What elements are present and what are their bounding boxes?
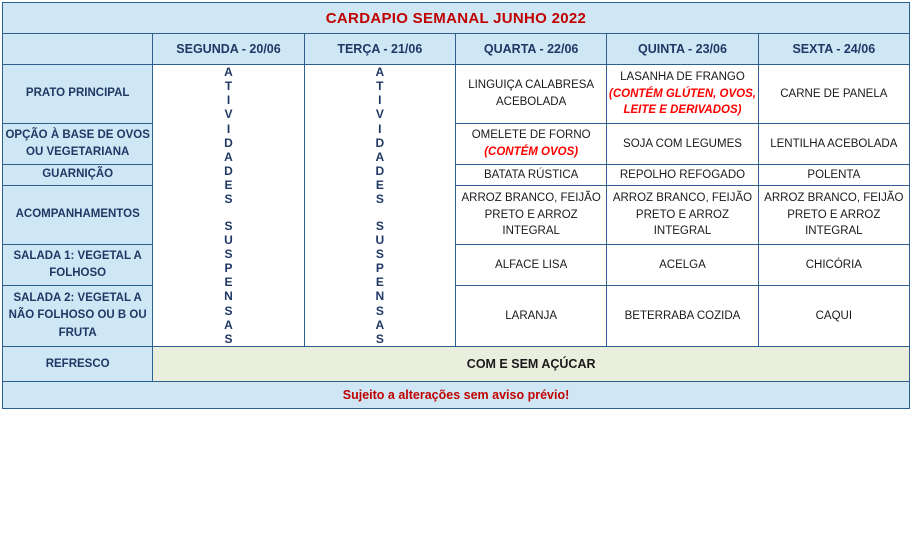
meal-text: BETERRABA COZIDA: [624, 309, 741, 322]
day-header-thursday: QUINTA - 23/06: [607, 34, 758, 65]
weekly-menu-table: [2, 2, 910, 409]
table-row: [3, 285, 910, 346]
footer-row: [3, 381, 910, 408]
title-row: [3, 3, 910, 34]
meal-cell: [455, 285, 606, 346]
drink-row: [3, 346, 910, 381]
meal-text: ARROZ BRANCO, FEIJÃO PRETO E ARROZ INTEGRAL: [461, 191, 601, 238]
meal-text: SOJA COM LEGUMES: [623, 137, 742, 150]
closed-notice-gap: [153, 207, 303, 219]
closed-notice-word-atividades: A T I V I D A D E S: [375, 65, 385, 207]
closed-notice-gap: [305, 207, 455, 219]
meal-text: ACELGA: [659, 258, 706, 271]
meal-text: CARNE DE PANELA: [780, 87, 888, 100]
meal-cell: [455, 186, 606, 245]
allergen-note: (CONTÉM OVOS): [484, 145, 579, 158]
meal-cell: [455, 65, 606, 124]
meal-text: REPOLHO REFOGADO: [619, 168, 746, 181]
corner-cell: [3, 34, 153, 65]
meal-text: ALFACE LISA: [495, 258, 568, 271]
row-label-guarnicao: GUARNIÇÃO: [3, 164, 153, 185]
meal-cell: [455, 123, 606, 164]
row-label-refresco: REFRESCO: [3, 346, 153, 381]
day-header-friday: SEXTA - 24/06: [758, 34, 909, 65]
meal-text: LENTILHA ACEBOLADA: [770, 137, 898, 150]
meal-text: CAQUI: [815, 309, 853, 322]
closed-notice-word-atividades: A T I V I D A D E S: [224, 65, 233, 207]
page-title: CARDAPIO SEMANAL JUNHO 2022: [3, 3, 910, 34]
row-label-opcao-ovos-vegetariana: OPÇÃO À BASE DE OVOS OU VEGETARIANA: [3, 123, 153, 164]
allergen-note: (CONTÉM GLÚTEN, OVOS, LEITE E DERIVADOS): [609, 87, 756, 117]
meal-cell: [607, 123, 758, 164]
row-label-salada-2: SALADA 2: VEGETAL A NÃO FOLHOSO OU B OU FRUTA: [3, 285, 153, 346]
meal-text: LASANHA DE FRANGO: [620, 70, 745, 83]
meal-text: ARROZ BRANCO, FEIJÃO PRETO E ARROZ INTEGRAL: [612, 191, 753, 238]
closed-notice-word-suspensas: S U S P E N S A S: [224, 218, 233, 346]
meal-cell: [758, 244, 909, 285]
closed-notice-tuesday: [304, 65, 455, 347]
meal-text: LINGUIÇA CALABRESA ACEBOLADA: [468, 79, 595, 108]
closed-notice-monday: [153, 65, 304, 347]
row-label-prato-principal: PRATO PRINCIPAL: [3, 65, 153, 124]
meal-text: ARROZ BRANCO, FEIJÃO PRETO E ARROZ INTEGRAL: [764, 191, 904, 238]
meal-cell: [758, 164, 909, 185]
meal-text: BATATA RÚSTICA: [483, 168, 579, 181]
table-row: [3, 186, 910, 245]
table-row: [3, 164, 910, 185]
meal-cell: [607, 65, 758, 124]
meal-cell: [607, 244, 758, 285]
table-row: [3, 65, 910, 124]
drink-value: COM E SEM AÇÚCAR: [153, 346, 910, 381]
meal-cell: [758, 285, 909, 346]
row-label-salada-1: SALADA 1: VEGETAL A FOLHOSO: [3, 244, 153, 285]
day-header-row: [3, 34, 910, 65]
meal-text: OMELETE DE FORNO: [471, 129, 591, 142]
meal-cell: [455, 164, 606, 185]
footer-note: Sujeito a alterações sem aviso prévio!: [3, 381, 910, 408]
meal-cell: [607, 186, 758, 245]
table-row: [3, 244, 910, 285]
meal-text: LARANJA: [505, 309, 558, 322]
row-label-acompanhamentos: ACOMPANHAMENTOS: [3, 186, 153, 245]
table-row: [3, 123, 910, 164]
closed-notice-word-suspensas: S U S P E N S A S: [375, 218, 385, 346]
meal-cell: [607, 164, 758, 185]
meal-cell: [607, 285, 758, 346]
meal-cell: [758, 123, 909, 164]
meal-cell: [758, 186, 909, 245]
meal-cell: [455, 244, 606, 285]
meal-text: POLENTA: [807, 168, 861, 181]
meal-text: CHICÓRIA: [805, 258, 862, 271]
day-header-monday: SEGUNDA - 20/06: [153, 34, 304, 65]
meal-cell: [758, 65, 909, 124]
day-header-wednesday: QUARTA - 22/06: [455, 34, 606, 65]
day-header-tuesday: TERÇA - 21/06: [304, 34, 455, 65]
